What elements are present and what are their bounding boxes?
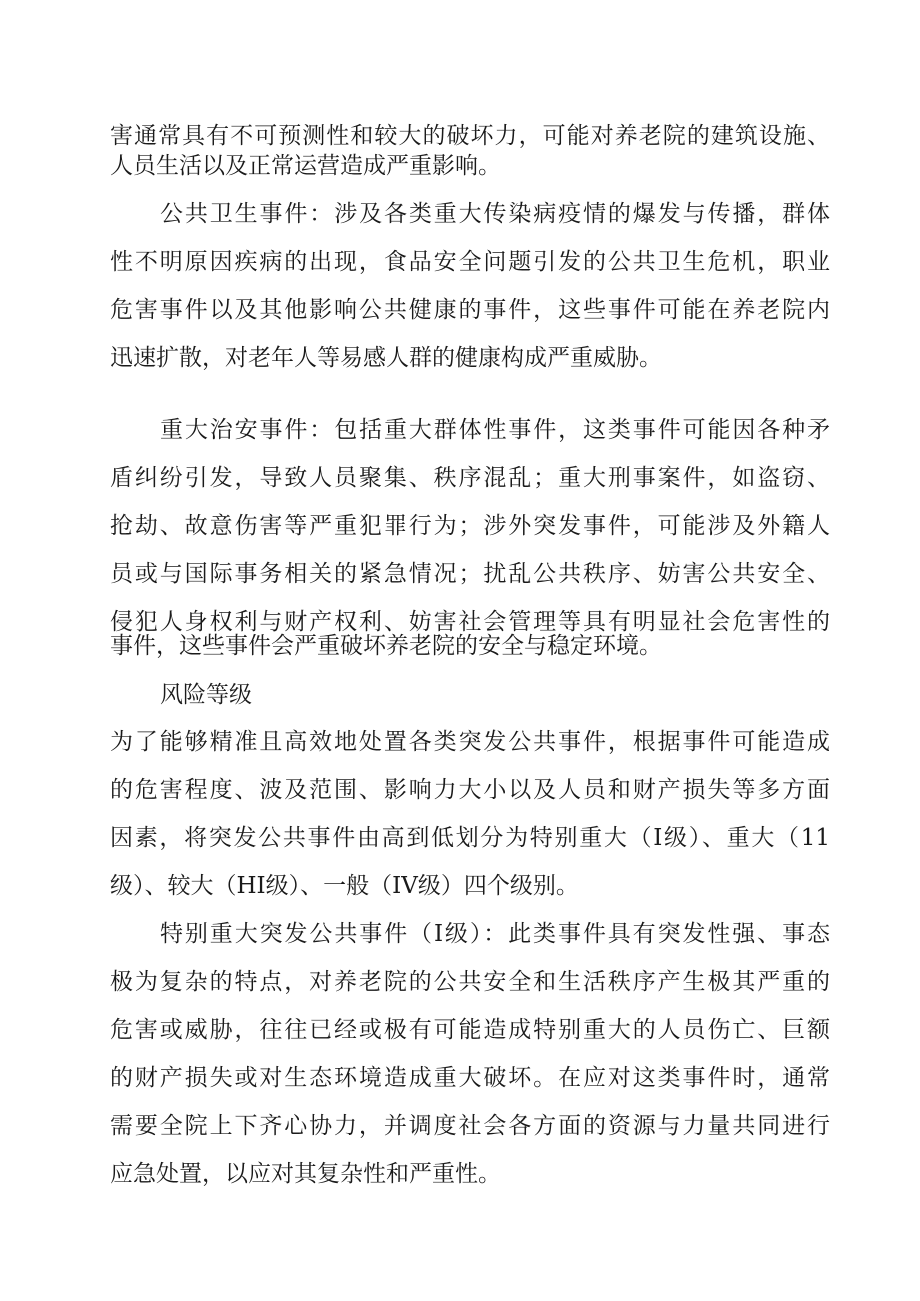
text-line: 危害事件以及其他影响公共健康的事件，这些事件可能在养老院内 bbox=[110, 297, 830, 323]
text-line: 性不明原因疾病的出现，食品安全问题引发的公共卫生危机，职业 bbox=[110, 249, 830, 275]
text-line: 级）、较大（HI级）、一般（IV级）四个级别。 bbox=[110, 873, 579, 899]
text-line: 因素，将突发公共事件由高到低划分为特别重大（I级）、重大（11 bbox=[110, 825, 830, 851]
text-line: 危害或威胁，往往已经或极有可能造成特别重大的人员伤亡、巨额 bbox=[110, 1017, 830, 1043]
text-line: 迅速扩散，对老年人等易感人群的健康构成严重威胁。 bbox=[110, 345, 662, 371]
paragraph-risk-level-start: 为了能够精准且高效地处置各类突发公共事件，根据事件可能造成 bbox=[110, 729, 830, 755]
text-line: 极为复杂的特点，对养老院的公共安全和生活秩序产生极其严重的 bbox=[110, 969, 830, 995]
text-line: 应急处置，以应对其复杂性和严重性。 bbox=[110, 1161, 501, 1187]
text-line: 的财产损失或对生态环境造成重大破坏。在应对这类事件时，通常 bbox=[110, 1065, 830, 1091]
text-line: 人员生活以及正常运营造成严重影响。 bbox=[110, 153, 501, 179]
paragraph-level-one-start: 特别重大突发公共事件（I级）：此类事件具有突发性强、事态 bbox=[160, 921, 830, 947]
text-line: 害通常具有不可预测性和较大的破坏力，可能对养老院的建筑设施、 bbox=[110, 123, 830, 149]
section-heading-risk-level: 风险等级 bbox=[160, 682, 252, 708]
text-line: 的危害程度、波及范围、影响力大小以及人员和财产损失等多方面 bbox=[110, 777, 830, 803]
text-line: 员或与国际事务相关的紧急情况；扰乱公共秩序、妨害公共安全、 bbox=[110, 561, 830, 587]
text-line: 事件，这些事件会严重破坏养老院的安全与稳定环境。 bbox=[110, 633, 662, 659]
paragraph-public-health-start: 公共卫生事件：涉及各类重大传染病疫情的爆发与传播，群体 bbox=[160, 201, 830, 227]
text-line: 盾纠纷引发，导致人员聚集、秩序混乱；重大刑事案件，如盗窃、 bbox=[110, 465, 830, 491]
paragraph-security-start: 重大治安事件：包括重大群体性事件，这类事件可能因各种矛 bbox=[160, 417, 830, 443]
text-line: 需要全院上下齐心协力，并调度社会各方面的资源与力量共同进行 bbox=[110, 1113, 830, 1139]
text-line: 侵犯人身权利与财产权利、妨害社会管理等具有明显社会危害性的 bbox=[110, 609, 830, 635]
text-line: 抢劫、故意伤害等严重犯罪行为；涉外突发事件，可能涉及外籍人 bbox=[110, 513, 830, 539]
